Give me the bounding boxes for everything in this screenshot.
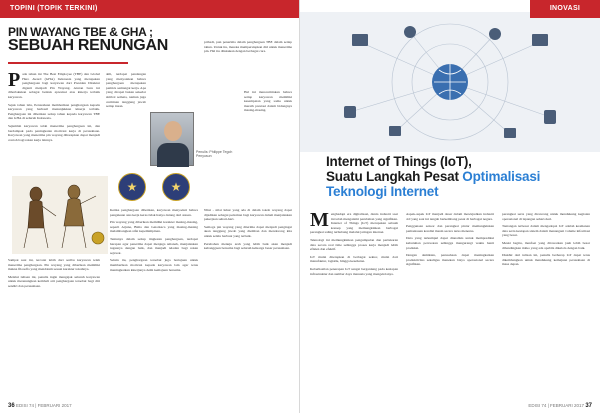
paragraph: Tentunya dalam setiap tingkatan penghargaan, terdapat harapan agar penerima dapat menjaga amanah, menjalankan tugasnya dengan baik, dan menjadi teladan bagi rekan sejawat. bbox=[110, 236, 198, 255]
footer-edition: EDISI 74 | FEBRUARI 2017 bbox=[15, 403, 72, 408]
paragraph: Meski begitu, manfaat yang ditawarkan jauh lebih besar dibandingkan risiko yang ada apabila dikelola dengan baik. bbox=[502, 240, 590, 250]
article-column-3 bbox=[204, 40, 292, 57]
star-badge-icon: ★ bbox=[118, 173, 146, 201]
paragraph: Dengan demikian, perusahaan dapat meningkatkan produktivitas sekaligus menekan biaya operasional secara signifikan. bbox=[406, 253, 494, 267]
dropcap: P bbox=[8, 69, 21, 91]
paragraph: Keberhasilan penerapan IoT sangat bergantung pada kesiapan infrastruktur dan sumber daya manusia yang mengelolanya. bbox=[310, 266, 398, 276]
title-line-2: SEBUAH RENUNGAN bbox=[8, 37, 168, 54]
title-line-2-plain: Suatu Langkah Pesat bbox=[326, 169, 463, 184]
cloud-icon bbox=[404, 26, 416, 38]
car-icon bbox=[389, 126, 401, 136]
author-photo-caption: Penulis: Philippe Tegoh Penyusun bbox=[196, 150, 233, 159]
article-column-1-cont bbox=[8, 258, 100, 292]
title-line-2 bbox=[326, 169, 540, 184]
paragraph: IoT mulai diterapkan di berbagai sektor, mulai dari manufaktur, logistik, hingga kesehatan. bbox=[310, 254, 398, 264]
paragraph: Selain itu, penghargaan tersebut juga bertujuan untuk memberikan motivasi kepada karyawan lain agar terus meningkatkan kinerjanya demi kemajuan bersama. bbox=[110, 258, 198, 272]
paragraph: Ketika penghargaan diberikan, karyawan menyadari bahwa pengakuan atas kerja keras tidak hanya datang dari atasan. bbox=[110, 208, 198, 217]
paragraph: Melalui tulisan ini, penulis ingin mengajak seluruh karyawan untuk merenungkan kembali arti penghargaan tersebut bagi diri sendiri dan perusahaan. bbox=[8, 274, 100, 288]
article-column-3-cont bbox=[204, 208, 292, 254]
star-badge-icon: ★ bbox=[162, 173, 190, 201]
paragraph: pribadi, pun penerima dalam penghargaan TBE dalam setiap tahun. Untuk itu, mereka mempersiapkan diri untuk menerima pin. Hal itu dilakukan dengan berbagai cara. bbox=[204, 40, 292, 54]
article-column-2 bbox=[106, 72, 146, 112]
article-column-1 bbox=[8, 69, 100, 145]
award-seals bbox=[110, 173, 290, 203]
camera-icon bbox=[344, 106, 356, 118]
monitor-icon bbox=[532, 34, 548, 46]
title-line-1: Internet of Things (IoT), bbox=[326, 154, 472, 169]
right-page bbox=[300, 0, 600, 413]
paragraph: Nilai - nilai luhur yang ada di dalam tokoh wayang dapat dijadikan sebagai pedoman bagi karyawan dalam menjalankan pekerjaan sehari-hari. bbox=[204, 208, 292, 222]
paragraph: Semoga pin wayang yang diterima dapat menjadi pengingat akan tanggung jawab yang diemban dan mendorong kita untuk selalu berbuat yang terbaik. bbox=[204, 224, 292, 238]
paragraph: enghadapi era digitalisasi, dunia industri saat ini telah mengalami perubahan yang signifikan. Internet of Things (IoT) merupakan sebuah konsep yang memungkinkan berbagai perangkat saling terhubung melalui jaringan internet. bbox=[310, 212, 398, 235]
article-column-2-cont bbox=[110, 208, 198, 275]
paragraph: Perubahan menuju arah yang lebih baik akan menjadi kebanggaan bersama bagi seluruh keluarga besar perusahaan. bbox=[204, 241, 292, 251]
phone-icon bbox=[544, 110, 556, 124]
paragraph: Sejak tahun lalu, Perusahaan memberikan penghargaan kepada karyawan yang berhasil menunjukkan kinerja terbaik. Penghargaan ini diberikan setiap tahun kepada karyawan TBE dan GHA di seluruh Indonesia. bbox=[8, 102, 100, 121]
paragraph: ada tahun ini The Best Employee (TBE) dan Global Hero Award (GHA) Indonesia yang merupakan penghargaan bagi karyawan dari Presiden Direktur diganti menjadi Pin Wayang. Aturan baru ini diberlakukan sebagai bentuk apresiasi atas kinerja terbaik karyawan. bbox=[8, 72, 100, 99]
iot-network-illustration bbox=[300, 12, 600, 152]
paragraph: Teknologi ini memungkinkan pengumpulan dan pertukaran data secara real time sehingga proses kerja menjadi lebih efisien dan efektif. bbox=[310, 237, 398, 252]
page-number: 37 bbox=[585, 403, 592, 409]
article-column-1 bbox=[310, 209, 398, 279]
paragraph: Data yang terkumpul dapat dianalisis untuk memprediksi kebutuhan perawatan sehingga mengurangi waktu henti produksi. bbox=[406, 236, 494, 250]
footer-edition: EDISI 74 | FEBRUARI 2017 bbox=[528, 403, 585, 408]
author-photo bbox=[150, 112, 194, 166]
paragraph: Diakhir dari tulisan ini, penulis berharap IoT dapat terus dikembangkan untuk mendukung kemajuan perusahaan di masa depan. bbox=[502, 253, 590, 267]
paragraph: Tantangan terbesar dalam mengadopsi IoT adalah keamanan data serta kesiapan sistem dalam menangani volume informasi yang besar. bbox=[502, 224, 590, 238]
paragraph: ahli, terdapat pandangan yang menyatakan bahwa penghargaan merupakan pemicu semangat kerja. Apa yang dicapai bukan sekedar simbol semata, namun juga cerminan tanggung jawab setiap insan. bbox=[106, 72, 146, 109]
wayang-pins-figure bbox=[12, 176, 108, 254]
paragraph: Penggunaan sensor dan perangkat pintar memungkinkan pemantauan kondisi mesin secara terus menerus. bbox=[406, 224, 494, 233]
paragraph: Pin wayang yang diberikan memiliki karakter masing-masing, seperti Arjuna, Bima dan Gatotkaca yang masing-masing melambangkan sifat kepemimpinan. bbox=[110, 220, 198, 234]
title-line-3: Teknologi Internet bbox=[326, 184, 439, 199]
page-footer-right bbox=[528, 403, 592, 409]
title-line-2-accent: Optimalisasi bbox=[462, 169, 541, 184]
section-tag-topini: TOPINI (TOPIK TERKINI) bbox=[0, 0, 300, 18]
paragraph: Sejumlah karyawan telah menerima penghargaan ini, dan berdampak pada peningkatan motivasi kerja di perusahaan. Karyawan yang menerima pin wayang diharapkan dapat menjadi contoh bagi rekan kerja lainnya. bbox=[8, 123, 100, 142]
laptop-icon bbox=[352, 34, 368, 46]
paragraph: Sampai saat ini, tercatat lebih dari seribu karyawan telah menerima penghargaan. Pin wayang yang diberikan memiliki makna filosofis yang mendalam sesuai karakter tokohnya. bbox=[8, 258, 100, 272]
title-line-1: PIN WAYANG TBE & GHA ; bbox=[8, 25, 153, 39]
article-title bbox=[8, 26, 168, 52]
article-title bbox=[326, 154, 540, 199]
paragraph: Aspek-aspek IoT menjadi dasar dalam mewujudkan industri 4.0 yang saat ini tengah berkembang pesat di berbagai negara. bbox=[406, 212, 494, 221]
article-column-3-narrow bbox=[244, 90, 292, 116]
home-icon bbox=[504, 128, 516, 138]
wifi-icon bbox=[489, 28, 501, 40]
dropcap: M bbox=[310, 209, 329, 231]
section-tag-inovasi: INOVASI bbox=[530, 0, 600, 18]
page-footer-left bbox=[8, 403, 72, 409]
page-number: 36 bbox=[8, 403, 15, 409]
paragraph: perangkat serta yang dirancang untuk mendukung kegiatan operasional di lapangan sehari-hari. bbox=[502, 212, 590, 221]
article-column-3 bbox=[502, 212, 590, 270]
article-column-2 bbox=[406, 212, 494, 270]
paragraph: Hal ini mencerminkan bahwa setiap karyawan memiliki kesempatan yang sama untuk meraih prestasi dalam bidangnya masing-masing. bbox=[244, 90, 292, 113]
title-rule bbox=[8, 62, 128, 64]
